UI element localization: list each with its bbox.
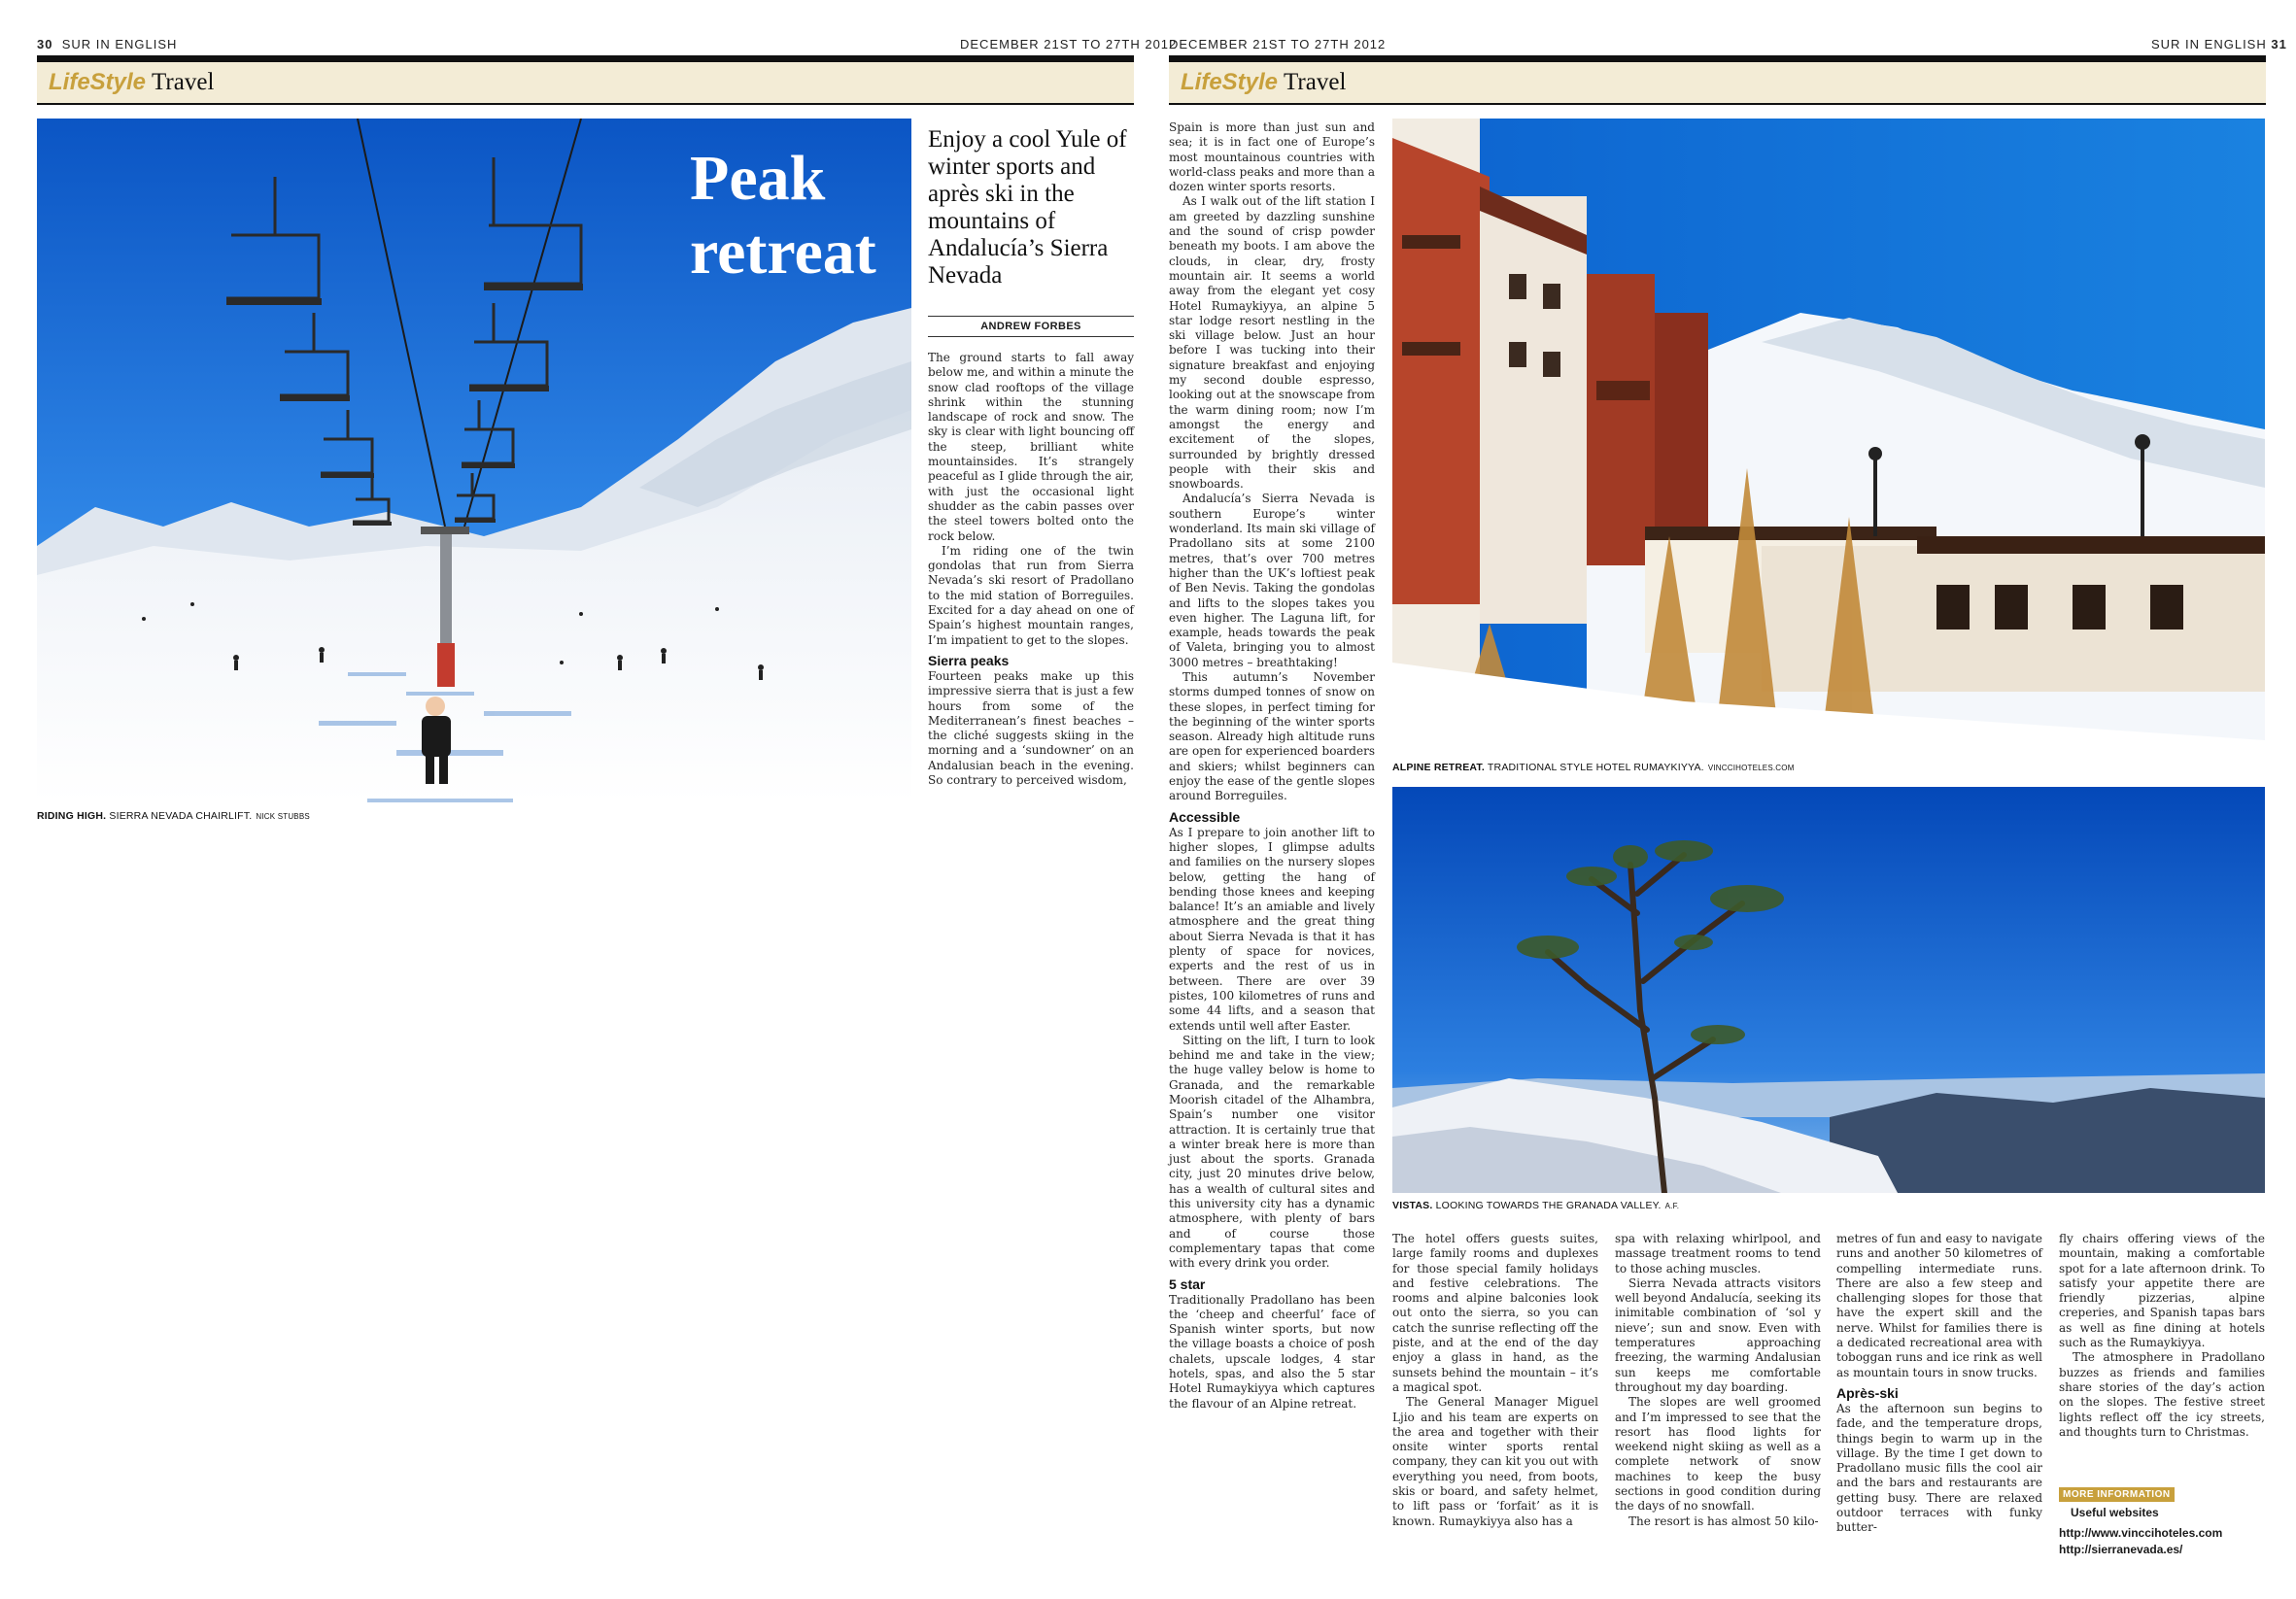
- subhead-accessible: Accessible: [1169, 808, 1241, 825]
- paragraph: Spain is more than just sun and sea; it is in fact one of Europe’s most mountainous countries with world-class peaks and more than a dozen winter sports resorts.: [1169, 120, 1375, 194]
- lifestyle-label: LifeStyle: [49, 69, 147, 95]
- link-sierra-nevada[interactable]: http://sierranevada.es/: [2059, 1543, 2183, 1556]
- standfirst: Enjoy a cool Yule of winter sports and après ski in the mountains of Andalucía’s Sierra Nevada: [928, 126, 1127, 289]
- hotel-photo: [1392, 119, 2265, 755]
- lifestyle-label: LifeStyle: [1181, 69, 1279, 95]
- useful-websites-heading: Useful websites: [2071, 1506, 2159, 1519]
- paragraph: The resort is has almost 50 kilo-: [1628, 1514, 1819, 1528]
- paragraph: Fourteen peaks make up this impressive sierra that is just a few hours from some of the Mediterranean’s finest beaches – the cliché suggests skiing in the morning and a ‘sundowner’ on an Andalusian beach in the evening. So contrary to perceived wisdom,: [928, 668, 1134, 788]
- left-section-bar: [37, 62, 1134, 105]
- paragraph: The General Manager Miguel Ljio and his team are experts on the area and together with their onsite winter sports rental company, they can kit you out with everything you need, from boots, skis or board, and safety helmet, to lift pass or ‘forfait’ as it is known. Rumaykiyya also has a: [1392, 1395, 1598, 1528]
- right-folio: SUR IN ENGLISH 31: [2151, 37, 2287, 51]
- chairlift-photo: [37, 119, 911, 802]
- travel-label: Travel: [1284, 69, 1347, 95]
- more-information-box: [2059, 1484, 2265, 1558]
- paragraph: Andalucía’s Sierra Nevada is southern Europe’s winter wonderland. Its main ski village of Pradollano sits at some 2100 metres, that’s over 700 metres higher than the UK’s loftiest peak of Ben Nevis. Taking the gondolas and lifts to the slopes takes you even higher. The Laguna lift, for example, heads towards the peak of Valeta, bringing you to almost 3000 metres – breathtaking!: [1169, 492, 1375, 669]
- paragraph: metres of fun and easy to navigate runs and another 50 kilometres of compelling intermediate runs. There are also a few steep and challenging slopes for those that have the expert skill and the nerve. Whilst for families there is a dedicated recreational area with toboggan runs and ice rink as well as mountain tours in snow trucks.: [1836, 1232, 2042, 1379]
- paragraph: As the afternoon sun begins to fade, and the temperature drops, things begin to warm up in the village. By the time I get down to Pradollano music fills the cool air and the bars and restaurants are getting busy. There are relaxed outdoor terraces with funky butter-: [1836, 1401, 2042, 1535]
- right-body-column-1: [1169, 120, 1375, 1412]
- paragraph: As I walk out of the lift station I am greeted by dazzling sunshine and the sound of crisp powder beneath my boots. I am above the clouds, in clear, dry, frosty mountain air. It seems a world away from the elegant yet cosy Hotel Rumaykiyya, an alpine 5 star lodge resort nestling in the ski village below. Just an hour before I was tucking into their signature breakfast and enjoying my second double espresso, looking out at the snowscape from the warm dining room; now I’m amongst the energy and excitement of the slopes, surrounded by brightly dressed people with their skis and snowboards.: [1169, 194, 1375, 492]
- chairlift-caption: RIDING HIGH. SIERRA NEVADA CHAIRLIFT. NICK STUBBS: [37, 810, 310, 822]
- vista-photo: [1392, 787, 2265, 1193]
- left-top-rule: [37, 55, 1134, 62]
- vista-caption: VISTAS. LOOKING TOWARDS THE GRANADA VALLEY. A.F.: [1392, 1200, 1680, 1211]
- subhead-sierra-peaks: Sierra peaks: [928, 652, 1010, 668]
- paragraph: As I prepare to join another lift to higher slopes, I glimpse adults and families on the nursery slopes below, getting the hang of bending those knees and keeping balance! It’s an amiable and lively atmosphere and the great thing about Sierra Nevada is that it has plenty of space for novices, experts and the rest of us in between. There are over 39 pistes, 100 kilometres of runs and some 44 lifts, and a season that extends until well after Easter.: [1169, 825, 1375, 1033]
- headline: Peak retreat: [690, 143, 876, 288]
- paragraph: This autumn’s November storms dumped tonnes of snow on these slopes, in perfect timing for the beginning of the winter sports season. Already high altitude runs are open for experienced boarders and skiers; whilst beginners can enjoy the ease of the gentle slopes around Borreguiles.: [1169, 669, 1375, 803]
- paragraph: Traditionally Pradollano has been the ‘cheep and cheerful’ face of Spanish winter sports, but now the village boasts a choice of posh chalets, upscale lodges, 4 star hotels, spas, and also the 5 star Hotel Rumaykiyya which captures the flavour of an Alpine retreat.: [1169, 1292, 1375, 1411]
- paragraph: spa with relaxing whirlpool, and massage treatment rooms to tend to those aching muscles.: [1615, 1232, 1821, 1276]
- link-vincci-hoteles[interactable]: http://www.vinccihoteles.com: [2059, 1526, 2223, 1540]
- paragraph: I’m riding one of the twin gondolas that run from Sierra Nevada’s ski resort of Pradollano to the mid station of Borreguiles. Excited for a day ahead on one of Spain’s highest mountain ranges, I’m impatient to get to the slopes.: [928, 543, 1134, 647]
- more-information-tag: MORE INFORMATION: [2059, 1487, 2175, 1502]
- subhead-apres-ski: Après-ski: [1836, 1384, 1899, 1401]
- right-body-column-4: [1836, 1232, 2042, 1536]
- left-body-column: [928, 351, 1134, 788]
- paragraph: The hotel offers guests suites, large family rooms and duplexes for those special family holidays and festive celebrations. The rooms and alpine balconies look out onto the sierra, so you can catch the sunrise reflecting off the piste, and at the end of the day enjoy a glass in hand, as the sunsets behind the mountain – it’s a magical spot.: [1392, 1232, 1598, 1394]
- byline: ANDREW FORBES: [928, 316, 1134, 337]
- right-top-rule: [1169, 55, 2266, 62]
- paragraph: The atmosphere in Pradollano buzzes as friends and families share stories of the day’s action on the slopes. The festive street lights reflect off the icy streets, and thoughts turn to Christmas.: [2059, 1350, 2265, 1439]
- paragraph: The slopes are well groomed and I’m impressed to see that the resort has flood lights for weekend night skiing as well as a complete network of snow machines to keep the busy sections in good condition during the days of no snowfall.: [1615, 1395, 1821, 1514]
- paragraph: The ground starts to fall away below me, and within a minute the snow clad rooftops of the village shrink within the stunning landscape of rock and snow. The sky is clear with light bouncing off the steep, brilliant white mountainsides. It’s strangely peaceful as I glide through the air, with just the occasional light shudder as the cabin passes over the steel towers bolted onto the rock below.: [928, 351, 1134, 543]
- right-body-column-5: [2059, 1232, 2265, 1440]
- travel-label: Travel: [152, 69, 215, 95]
- left-date: DECEMBER 21ST TO 27TH 2012: [960, 37, 1178, 51]
- right-body-column-3: [1615, 1232, 1821, 1529]
- right-date: DECEMBER 21ST TO 27TH 2012: [1169, 37, 1387, 51]
- left-folio: 30 SUR IN ENGLISH: [37, 37, 178, 51]
- hotel-caption: ALPINE RETREAT. TRADITIONAL STYLE HOTEL RUMAYKIYYA. VINCCIHOTELES.COM: [1392, 762, 1795, 773]
- paragraph: Sierra Nevada attracts visitors well beyond Andalucía, seeking its inimitable combination of ‘sol y nieve’; sun and snow. Even with temperatures approaching freezing, the warming Andalusian sun keeps me comfortable throughout my day boarding.: [1615, 1276, 1821, 1394]
- right-body-column-2: [1392, 1232, 1598, 1529]
- right-section-bar: [1169, 62, 2266, 105]
- subhead-5-star: 5 star: [1169, 1276, 1206, 1292]
- paragraph: Sitting on the lift, I turn to look behind me and take in the view; the huge valley below is home to Granada, and the remarkable Moorish citadel of the Alhambra, Spain’s number one visitor attraction. It is certainly true that a winter break here is more than just about the sports. Granada city, just 20 minutes drive below, has a wealth of cultural sites and this university city has a dynamic atmosphere, with plenty of bars and of course those complementary tapas that come with every drink you order.: [1169, 1033, 1375, 1271]
- paragraph: fly chairs offering views of the mountain, making a comfortable spot for a late afternoon drink. To satisfy your appetite there are friendly pizzerias, alpine creperies, and Spanish tapas bars as well as fine dining at hotels such as the Rumaykiyya.: [2059, 1232, 2265, 1350]
